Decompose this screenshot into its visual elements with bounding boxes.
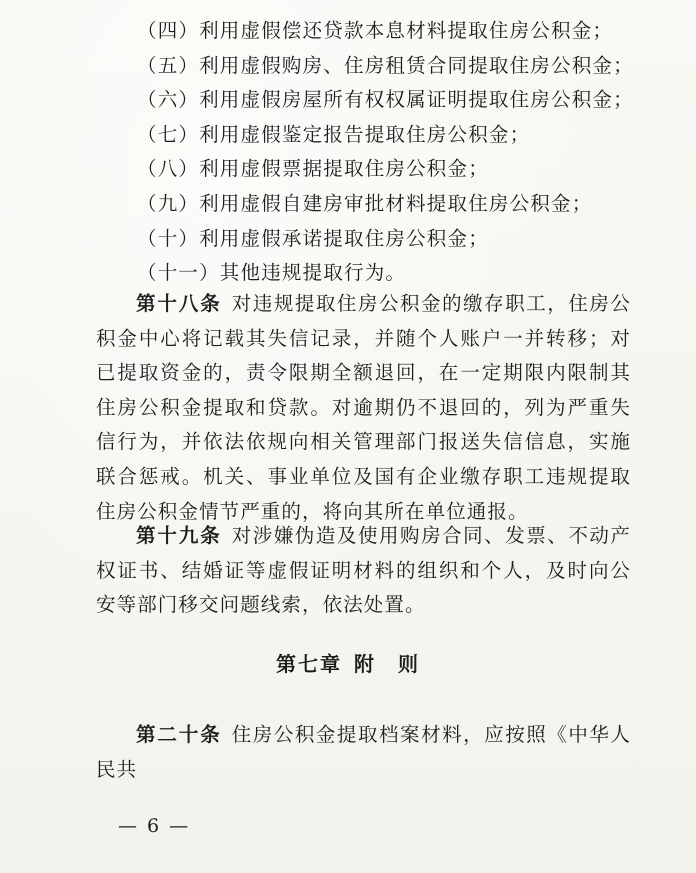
list-item: （五）利用虚假购房、住房租赁合同提取住房公积金； [137,53,634,77]
chapter-title: 附 则 [354,652,420,676]
article-18 [96,287,631,529]
page-number: — 6 — [118,815,191,837]
list-item: （十）利用虚假承诺提取住房公积金； [137,226,489,250]
article-19 [96,519,631,623]
violation-list [137,14,634,291]
list-item: （六）利用虚假房屋所有权权属证明提取住房公积金； [137,88,634,112]
article-20-body: 住房公积金提取档案材料，应按照《中华人民共 [96,723,631,781]
article-20-heading: 第二十条 [136,723,222,746]
list-item: （九）利用虚假自建房审批材料提取住房公积金； [137,191,593,215]
list-item: （十一）其他违规提取行为。 [137,261,407,285]
list-item: （八）利用虚假票据提取住房公积金； [137,157,489,181]
article-18-body: 对违规提取住房公积金的缴存职工，住房公积金中心将记载其失信记录，并随个人账户一并转移；对已提取资金的，责令限期全额退回，在一定期限内限制其住房公积金提取和贷款。对逾期仍不退回的，列为严重失信行为，并依法依规向相关管理部门报送失信信息，实施联合惩戒。机关、事业单位及国有企业缴存职工违规提取住房公积金情节严重的，将向其所在单位通报。 [96,292,631,523]
article-19-heading: 第十九条 [136,524,222,547]
chapter-number: 第七章 [276,652,342,676]
article-19-body: 对涉嫌伪造及使用购房合同、发票、不动产权证书、结婚证等虚假证明材料的组织和个人，及时向公安等部门移交问题线索，依法处置。 [96,524,631,617]
chapter-heading [0,648,696,677]
list-item: （四）利用虚假偿还贷款本息材料提取住房公积金； [137,19,614,42]
article-20 [96,718,631,787]
list-item: （七）利用虚假鉴定报告提取住房公积金； [137,122,531,146]
article-18-heading: 第十八条 [136,292,222,315]
